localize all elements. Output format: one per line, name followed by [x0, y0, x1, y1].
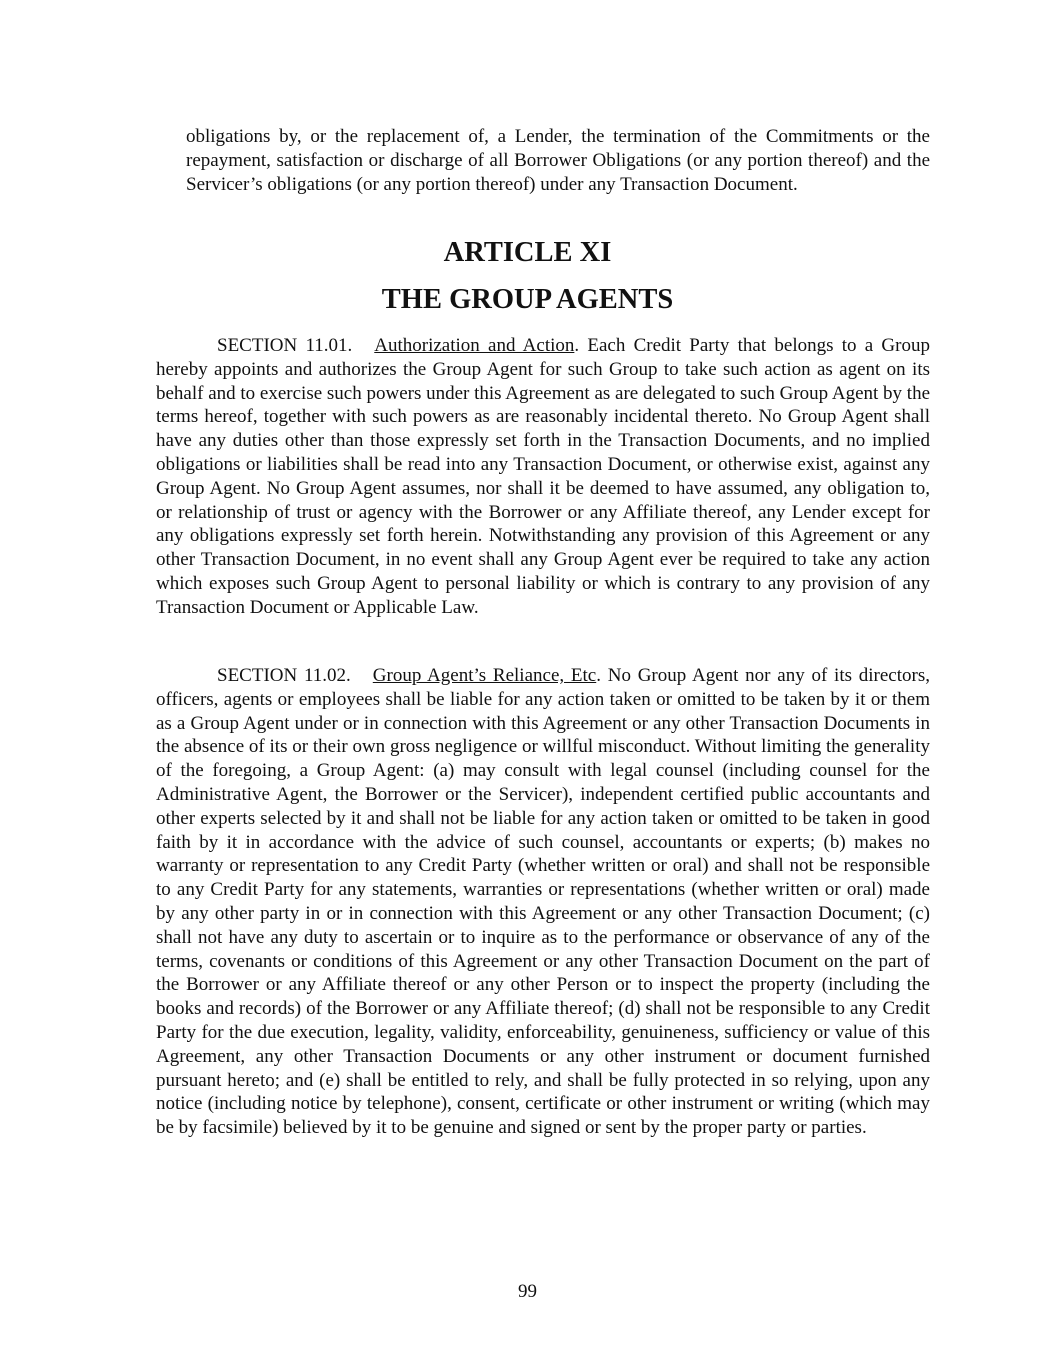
section-body: . Each Credit Party that belongs to a Group hereby appoints and authorizes the Group Agent for such Group to take such action as agent on its behalf and to exercise such powers under this Agreement as are delegated to such Group Agent by the terms hereof, together with such powers as are reasonably incidental thereto. No Group Agent shall have any duties other than those expressly set forth in the Transaction Documents, and no implied obligations or liabilities shall be read into any Transaction Document, or otherwise exist, against any Group Agent. No Group Agent assumes, nor shall it be deemed to have assumed, any obligation to, or relationship of trust or agency with the Borrower or any Affiliate thereof, any Lender except for any obligations expressly set forth herein. Notwithstanding any provision of this Agreement or any other Transaction Document, in no event shall any Group Agent ever be required to take any action which exposes such Group Agent to personal liability or which is contrary to any provision of any Transaction Document or Applicable Law.	[156, 335, 930, 618]
article-title-heading: THE GROUP AGENTS	[381, 284, 674, 315]
article-number-heading: ARTICLE XI	[443, 237, 612, 268]
section-number: SECTION 11.01.	[217, 335, 353, 356]
section-number: SECTION 11.02.	[217, 665, 351, 686]
section-11-01-paragraph	[156, 334, 930, 620]
section-title: Group Agent’s Reliance, Etc	[372, 665, 597, 686]
page-number: 99	[518, 1281, 537, 1302]
section-body: . No Group Agent nor any of its directors, officers, agents or employees shall be liable for any action taken or omitted to be taken by it or them as a Group Agent under or in connection with this Agreement or any other Transaction Documents in the absence of its or their own gross negligence or willful misconduct. Without limiting the generality of the foregoing, a Group Agent: (a) may consult with legal counsel (including counsel for the Administrative Agent, the Borrower or the Servicer), independent certified public accountants and other experts selected by it and shall not be liable for any action taken or omitted to be taken in good faith by it in accordance with the advice of such counsel, accountants or experts; (b) makes no warranty or representation to any Credit Party (whether written or oral) and shall not be responsible to any Credit Party for any statements, warranties or representations (whether written or oral) made by any other party in or in connection with this Agreement or any other Transaction Document; (c) shall not have any duty to ascertain or to inquire as to the performance or observance of any of the terms, covenants or conditions of this Agreement or any other Transaction Document on the part of the Borrower or any Affiliate thereof or any other Person or to inspect the property (including the books and records) of the Borrower or any Affiliate thereof; (d) shall not be responsible to any Credit Party for the due execution, legality, validity, enforceability, genuineness, sufficiency or value of this Agreement, any other Transaction Documents or any other instrument or document furnished pursuant hereto; and (e) shall be entitled to rely, and shall be fully protected in so relying, upon any notice (including notice by telephone), consent, certificate or other instrument or writing (which may be by facsimile) believed by it to be genuine and signed or sent by the proper party or parties.	[156, 665, 930, 1139]
section-11-02-paragraph	[156, 664, 930, 1140]
section-title: Authorization and Action	[374, 335, 575, 356]
continuation-paragraph: obligations by, or the replacement of, a Lender, the termination of the Commitments or the repayment, satisfaction or discharge of all Borrower Obligations (or any portion thereof) and the Servicer’s obligations (or any portion thereof) under any Transaction Document.	[186, 126, 930, 195]
